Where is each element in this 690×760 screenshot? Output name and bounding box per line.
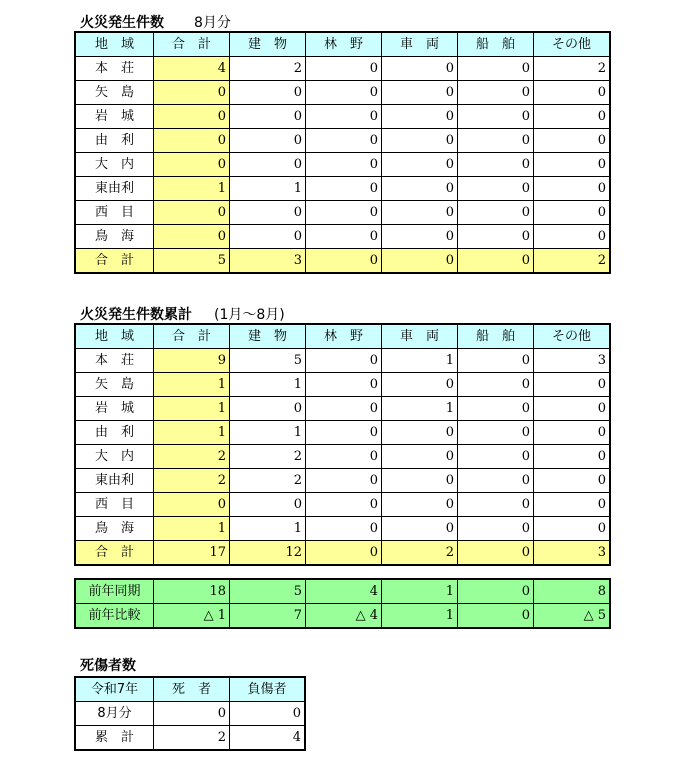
count-cell: 0 <box>306 397 382 421</box>
fire-cumulative-table <box>75 324 610 565</box>
count-cell: 0 <box>458 493 534 517</box>
count-cell: 0 <box>458 397 534 421</box>
region-label: 大 内 <box>76 153 154 177</box>
count-cell: 0 <box>154 702 230 726</box>
count-cell: 0 <box>154 201 230 225</box>
fire-cumulative-title <box>80 304 285 324</box>
column-header: その他 <box>534 33 610 57</box>
count-cell: 1 <box>230 517 306 541</box>
count-cell: 0 <box>230 129 306 153</box>
comparison-row <box>76 580 610 604</box>
total-cell: 3 <box>534 541 610 565</box>
count-cell: 1 <box>154 397 230 421</box>
comparison-cell: 1 <box>382 580 458 604</box>
count-cell: 1 <box>154 373 230 397</box>
table-row <box>76 469 610 493</box>
count-cell: 0 <box>306 421 382 445</box>
fire-count-body <box>76 33 610 273</box>
comparison-cell: 18 <box>154 580 230 604</box>
count-cell: 0 <box>458 153 534 177</box>
count-cell: 0 <box>382 517 458 541</box>
count-cell: 0 <box>382 105 458 129</box>
count-cell: 2 <box>154 469 230 493</box>
year-comparison-table <box>75 579 610 628</box>
count-cell: 0 <box>458 177 534 201</box>
count-cell: 0 <box>458 129 534 153</box>
comparison-cell: △ 1 <box>154 604 230 628</box>
count-cell: 0 <box>230 201 306 225</box>
casualties-body <box>76 678 305 750</box>
count-cell: 0 <box>230 225 306 249</box>
count-cell: 0 <box>534 421 610 445</box>
count-cell: 5 <box>230 349 306 373</box>
count-cell: 0 <box>382 225 458 249</box>
column-header: 合 計 <box>154 325 230 349</box>
column-header: 死 者 <box>154 678 230 702</box>
comparison-cell: 0 <box>458 580 534 604</box>
count-cell: 1 <box>230 421 306 445</box>
fire-count-title <box>80 12 231 32</box>
table-row <box>76 225 610 249</box>
total-cell: 0 <box>306 249 382 273</box>
count-cell: 4 <box>154 57 230 81</box>
header-row <box>76 33 610 57</box>
count-cell: 0 <box>154 105 230 129</box>
total-cell: 2 <box>534 249 610 273</box>
count-cell: 2 <box>230 57 306 81</box>
count-cell: 0 <box>382 493 458 517</box>
table-row <box>76 421 610 445</box>
column-header: 船 舶 <box>458 33 534 57</box>
comparison-cell: △ 4 <box>306 604 382 628</box>
fire-cumulative-title-text: 火災発生件数累計 <box>80 307 192 323</box>
comparison-label: 前年同期 <box>76 580 154 604</box>
count-cell: 0 <box>458 57 534 81</box>
total-cell: 0 <box>382 249 458 273</box>
table-row <box>76 397 610 421</box>
count-cell: 0 <box>534 493 610 517</box>
count-cell: 0 <box>534 177 610 201</box>
count-cell: 0 <box>382 373 458 397</box>
region-label: 鳥 海 <box>76 517 154 541</box>
period-label: 累 計 <box>76 726 154 750</box>
count-cell: 0 <box>230 702 305 726</box>
count-cell: 0 <box>458 421 534 445</box>
count-cell: 0 <box>306 349 382 373</box>
table-row <box>76 81 610 105</box>
count-cell: 0 <box>534 225 610 249</box>
total-cell: 0 <box>458 541 534 565</box>
column-header: 合 計 <box>154 33 230 57</box>
total-cell: 0 <box>458 249 534 273</box>
count-cell: 0 <box>382 153 458 177</box>
count-cell: 0 <box>306 469 382 493</box>
table-row <box>76 445 610 469</box>
header-row <box>76 325 610 349</box>
column-header: 地 域 <box>76 325 154 349</box>
count-cell: 0 <box>306 201 382 225</box>
table-row <box>76 702 305 726</box>
total-row <box>76 541 610 565</box>
region-label: 大 内 <box>76 445 154 469</box>
count-cell: 0 <box>154 153 230 177</box>
table-row <box>76 129 610 153</box>
fire-cumulative-body <box>76 325 610 565</box>
comparison-cell: 4 <box>306 580 382 604</box>
fire-cumulative-period: (1月～8月) <box>214 307 285 323</box>
count-cell: 0 <box>306 493 382 517</box>
count-cell: 0 <box>382 129 458 153</box>
region-label: 本 荘 <box>76 349 154 373</box>
region-label: 岩 城 <box>76 397 154 421</box>
count-cell: 0 <box>382 81 458 105</box>
count-cell: 0 <box>458 469 534 493</box>
count-cell: 0 <box>534 373 610 397</box>
casualties-table <box>75 677 305 750</box>
count-cell: 0 <box>534 201 610 225</box>
total-cell: 3 <box>230 249 306 273</box>
count-cell: 2 <box>154 445 230 469</box>
total-cell: 12 <box>230 541 306 565</box>
column-header: 地 域 <box>76 33 154 57</box>
year-comparison-body <box>76 580 610 628</box>
count-cell: 0 <box>306 517 382 541</box>
region-label: 鳥 海 <box>76 225 154 249</box>
count-cell: 1 <box>154 177 230 201</box>
count-cell: 1 <box>154 421 230 445</box>
count-cell: 2 <box>534 57 610 81</box>
count-cell: 0 <box>306 81 382 105</box>
count-cell: 0 <box>382 469 458 493</box>
count-cell: 0 <box>230 493 306 517</box>
region-label: 東由利 <box>76 177 154 201</box>
count-cell: 0 <box>534 81 610 105</box>
count-cell: 1 <box>230 177 306 201</box>
count-cell: 0 <box>230 153 306 177</box>
column-header: 船 舶 <box>458 325 534 349</box>
comparison-label: 前年比較 <box>76 604 154 628</box>
count-cell: 0 <box>306 105 382 129</box>
period-label: 8月分 <box>76 702 154 726</box>
region-label: 西 目 <box>76 493 154 517</box>
region-label: 西 目 <box>76 201 154 225</box>
column-header: 車 両 <box>382 33 458 57</box>
count-cell: 0 <box>306 129 382 153</box>
comparison-cell: 7 <box>230 604 306 628</box>
column-header: 林 野 <box>306 325 382 349</box>
count-cell: 0 <box>534 129 610 153</box>
count-cell: 3 <box>534 349 610 373</box>
count-cell: 1 <box>230 373 306 397</box>
count-cell: 0 <box>154 225 230 249</box>
region-label: 矢 島 <box>76 81 154 105</box>
count-cell: 9 <box>154 349 230 373</box>
table-row <box>76 105 610 129</box>
table-row <box>76 726 305 750</box>
count-cell: 0 <box>458 445 534 469</box>
comparison-cell: 1 <box>382 604 458 628</box>
comparison-row <box>76 604 610 628</box>
comparison-cell: 0 <box>458 604 534 628</box>
count-cell: 2 <box>230 469 306 493</box>
count-cell: 0 <box>534 153 610 177</box>
region-label: 由 利 <box>76 129 154 153</box>
count-cell: 0 <box>230 105 306 129</box>
count-cell: 0 <box>458 105 534 129</box>
total-cell: 17 <box>154 541 230 565</box>
count-cell: 0 <box>230 397 306 421</box>
region-label: 東由利 <box>76 469 154 493</box>
count-cell: 0 <box>306 177 382 201</box>
region-label: 由 利 <box>76 421 154 445</box>
column-header: 負傷者 <box>230 678 305 702</box>
count-cell: 0 <box>382 201 458 225</box>
count-cell: 0 <box>458 349 534 373</box>
fire-count-table <box>75 32 610 273</box>
count-cell: 2 <box>230 445 306 469</box>
total-row <box>76 249 610 273</box>
count-cell: 0 <box>306 373 382 397</box>
comparison-cell: 8 <box>534 580 610 604</box>
region-label: 岩 城 <box>76 105 154 129</box>
count-cell: 0 <box>534 517 610 541</box>
total-cell: 2 <box>382 541 458 565</box>
count-cell: 0 <box>458 201 534 225</box>
table-row <box>76 201 610 225</box>
count-cell: 0 <box>154 129 230 153</box>
count-cell: 1 <box>154 517 230 541</box>
count-cell: 0 <box>458 517 534 541</box>
table-row <box>76 57 610 81</box>
count-cell: 0 <box>154 81 230 105</box>
count-cell: 0 <box>306 153 382 177</box>
count-cell: 0 <box>458 373 534 397</box>
fire-count-period: 8月分 <box>194 15 231 31</box>
table-row <box>76 153 610 177</box>
region-label: 矢 島 <box>76 373 154 397</box>
table-row <box>76 177 610 201</box>
count-cell: 0 <box>534 105 610 129</box>
column-header: 車 両 <box>382 325 458 349</box>
count-cell: 0 <box>382 421 458 445</box>
table-row <box>76 349 610 373</box>
region-label: 本 荘 <box>76 57 154 81</box>
column-header: 令和7年 <box>76 678 154 702</box>
total-label: 合 計 <box>76 249 154 273</box>
total-cell: 5 <box>154 249 230 273</box>
count-cell: 0 <box>534 469 610 493</box>
comparison-cell: △ 5 <box>534 604 610 628</box>
column-header: 建 物 <box>230 33 306 57</box>
count-cell: 0 <box>534 397 610 421</box>
column-header: 建 物 <box>230 325 306 349</box>
total-label: 合 計 <box>76 541 154 565</box>
count-cell: 0 <box>154 493 230 517</box>
comparison-cell: 5 <box>230 580 306 604</box>
count-cell: 0 <box>458 81 534 105</box>
count-cell: 0 <box>306 57 382 81</box>
count-cell: 0 <box>306 225 382 249</box>
count-cell: 0 <box>382 445 458 469</box>
count-cell: 0 <box>306 445 382 469</box>
count-cell: 1 <box>382 349 458 373</box>
column-header: 林 野 <box>306 33 382 57</box>
fire-count-title-text: 火災発生件数 <box>80 15 164 31</box>
table-row <box>76 517 610 541</box>
count-cell: 4 <box>230 726 305 750</box>
table-row <box>76 373 610 397</box>
count-cell: 0 <box>230 81 306 105</box>
count-cell: 1 <box>382 397 458 421</box>
count-cell: 2 <box>154 726 230 750</box>
column-header: その他 <box>534 325 610 349</box>
count-cell: 0 <box>458 225 534 249</box>
total-cell: 0 <box>306 541 382 565</box>
table-row <box>76 493 610 517</box>
count-cell: 0 <box>382 57 458 81</box>
header-row <box>76 678 305 702</box>
count-cell: 0 <box>382 177 458 201</box>
casualties-title: 死傷者数 <box>80 658 136 674</box>
count-cell: 0 <box>534 445 610 469</box>
